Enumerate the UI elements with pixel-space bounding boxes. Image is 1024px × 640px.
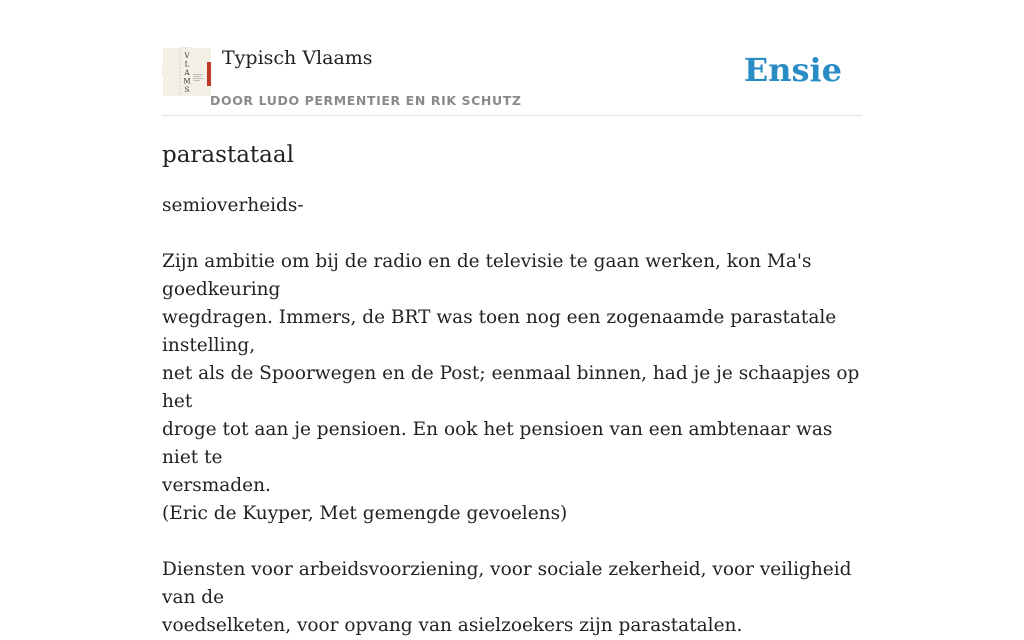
paragraph-spacer — [162, 528, 862, 556]
definition-text: semioverheids- — [162, 195, 304, 216]
quote-block — [162, 248, 862, 500]
cover-letter: A — [184, 69, 190, 77]
quote-line: net als de Spoorwegen en de Post; eenmaal binnen, had je je schaapjes op het — [162, 363, 860, 412]
example-line: voedselketen, voor opvang van asielzoekers zijn parastatalen. — [162, 615, 743, 636]
cover-accent-stripe — [207, 62, 211, 86]
example-block — [162, 556, 862, 640]
quote-source: (Eric de Kuyper, Met gemengde gevoelens) — [162, 503, 568, 524]
page-container — [162, 0, 862, 640]
quote-line: droge tot aan je pensioen. En ook het pensioen van een ambtenaar was niet te — [162, 419, 833, 468]
author-byline: DOOR LUDO PERMENTIER EN RIK SCHUTZ — [210, 93, 522, 108]
cover-letter: L — [184, 60, 190, 69]
cover-letter: M — [183, 77, 191, 86]
book-title[interactable]: Typisch Vlaams — [222, 47, 373, 69]
quote-line: Zijn ambitie om bij de radio en de televisie te gaan werken, kon Ma's goedkeuring — [162, 251, 812, 300]
example-line: Diensten voor arbeidsvoorziening, voor sociale zekerheid, voor veiligheid van de — [162, 559, 852, 608]
book-cover-icon — [163, 48, 211, 96]
entry-body — [162, 192, 862, 640]
quote-line: versmaden. — [162, 475, 271, 496]
cover-letter: S — [184, 86, 190, 94]
quote-line: wegdragen. Immers, de BRT was toen nog een zogenaamde parastatale instelling, — [162, 307, 837, 356]
cover-letter: V — [184, 52, 190, 60]
header — [162, 0, 862, 116]
paragraph-spacer — [162, 220, 862, 248]
book-cover-avatar[interactable] — [162, 47, 210, 95]
entry-word: parastataal — [162, 142, 294, 168]
ensie-logo-link[interactable]: Ensie — [743, 51, 842, 89]
